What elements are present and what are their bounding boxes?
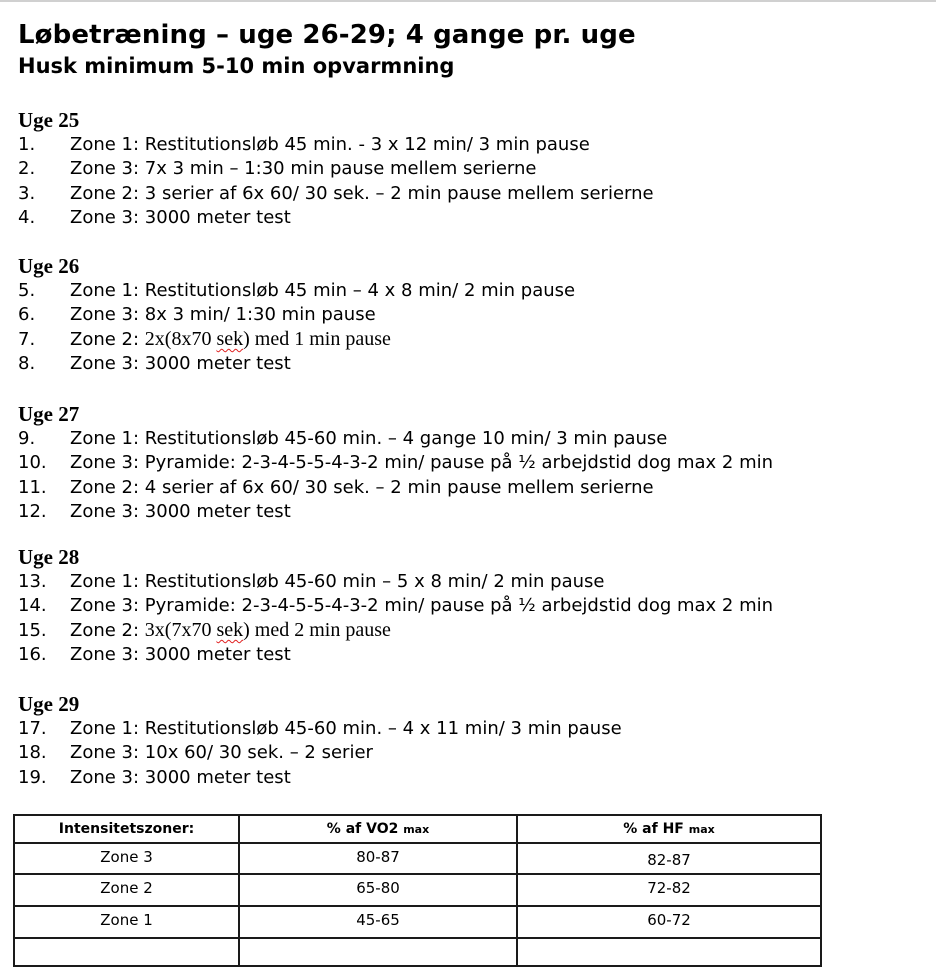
table-row-empty [14,938,821,966]
header-sublabel: max [688,823,715,836]
page-title: Løbetræning – uge 26-29; 4 gange pr. uge [18,20,636,50]
list-item [18,303,575,328]
item-text: Zone 3: 3000 meter test [70,501,291,523]
week-heading: Uge 29 [18,692,80,716]
zone-cell: Zone 1 [14,906,239,938]
workout-list [18,716,622,790]
header-label: Intensitetszoner: [58,821,195,837]
workout-list [18,278,575,376]
item-number: 9. [18,427,36,449]
week-heading: Uge 26 [18,254,80,278]
item-number: 18. [18,742,47,764]
item-text: Zone 1: Restitutionsløb 45 min. - 3 x 12 min/ 3 min pause [70,133,590,155]
list-item [18,327,575,352]
item-text-serif: ) med 2 min pause [243,618,391,641]
item-text [70,328,391,351]
vo2max-cell [239,938,517,966]
week-section-28 [18,545,773,667]
item-text: Zone 3: 10x 60/ 30 sek. – 2 serier [70,742,373,764]
item-text: Zone 1: Restitutionsløb 45-60 min. – 4 x 11 min/ 3 min pause [70,717,622,739]
hfmax-cell [517,938,821,966]
header-label: % af HF [623,821,689,837]
list-item [18,157,654,182]
week-section-29 [18,692,622,790]
item-number: 16. [18,644,47,666]
page-subtitle: Husk minimum 5-10 min opvarmning [18,54,455,78]
hfmax-cell: 60-72 [517,906,821,938]
list-item [18,475,773,500]
list-item [18,741,622,766]
table-row [14,906,821,938]
item-text-prefix: Zone 2: [70,328,145,350]
item-number: 5. [18,279,36,301]
week-heading: Uge 28 [18,545,80,569]
spellcheck-flagged-word[interactable]: sek [216,327,244,350]
item-number: 3. [18,182,36,204]
item-number: 12. [18,501,47,523]
item-text: Zone 3: 3000 meter test [70,207,291,229]
item-number: 15. [18,619,47,641]
hfmax-cell: 82-87 [517,843,821,874]
item-number: 13. [18,570,47,592]
list-item [18,352,575,377]
item-number: 10. [18,452,47,474]
item-text: Zone 3: 3000 meter test [70,644,291,666]
header-hfmax [517,815,821,843]
week-section-27 [18,402,773,524]
item-number: 4. [18,207,36,229]
list-item [18,569,773,594]
item-text-prefix: Zone 2: [70,619,145,641]
item-text: Zone 3: 3000 meter test [70,766,291,788]
intensity-zones-table [13,814,822,967]
item-number: 1. [18,133,36,155]
item-text: Zone 2: 3 serier af 6x 60/ 30 sek. – 2 min pause mellem serierne [70,182,654,204]
table-row [14,874,821,906]
workout-list [18,426,773,524]
item-text: Zone 3: 8x 3 min/ 1:30 min pause [70,304,376,326]
item-text-serif: 3x(7x70 [144,618,217,641]
table-header-row [14,815,821,843]
item-text: Zone 1: Restitutionsløb 45-60 min – 5 x 8 min/ 2 min pause [70,570,605,592]
zone-cell: Zone 3 [14,843,239,874]
top-border [0,0,936,2]
item-text: Zone 1: Restitutionsløb 45 min – 4 x 8 min/ 2 min pause [70,279,576,301]
week-heading: Uge 27 [18,402,80,426]
list-item [18,181,654,206]
list-item [18,451,773,476]
list-item [18,765,622,790]
item-number: 8. [18,353,36,375]
header-sublabel: max [403,823,430,836]
week-section-26 [18,254,575,376]
item-text: Zone 1: Restitutionsløb 45-60 min. – 4 gange 10 min/ 3 min pause [70,427,668,449]
list-item [18,716,622,741]
item-number: 2. [18,158,36,180]
week-section-25 [18,108,654,230]
list-item [18,426,773,451]
vo2max-cell: 80-87 [239,843,517,874]
list-item [18,500,773,525]
item-number: 19. [18,766,47,788]
zone-cell: Zone 2 [14,874,239,906]
list-item [18,594,773,619]
item-text: Zone 3: Pyramide: 2-3-4-5-5-4-3-2 min/ pause på ½ arbejdstid dog max 2 min [70,452,774,474]
item-number: 11. [18,476,47,498]
item-number: 6. [18,304,36,326]
vo2max-cell: 65-80 [239,874,517,906]
header-label: % af VO2 [326,821,404,837]
header-vo2max [239,815,517,843]
hfmax-cell: 72-82 [517,874,821,906]
zone-cell [14,938,239,966]
header-zones [14,815,239,843]
item-number: 17. [18,717,47,739]
spellcheck-flagged-word[interactable]: sek [216,618,244,641]
item-number: 7. [18,328,36,350]
list-item [18,618,773,643]
list-item [18,643,773,668]
table-row [14,843,821,874]
list-item [18,132,654,157]
item-number: 14. [18,595,47,617]
item-text [70,619,391,642]
item-text: Zone 3: 7x 3 min – 1:30 min pause mellem serierne [70,158,537,180]
item-text: Zone 3: 3000 meter test [70,353,291,375]
item-text-serif: ) med 1 min pause [243,327,391,350]
workout-list [18,569,773,667]
week-heading: Uge 25 [18,108,80,132]
item-text: Zone 3: Pyramide: 2-3-4-5-5-4-3-2 min/ pause på ½ arbejdstid dog max 2 min [70,595,774,617]
item-text-serif: 2x(8x70 [144,327,217,350]
workout-list [18,132,654,230]
item-text: Zone 2: 4 serier af 6x 60/ 30 sek. – 2 min pause mellem serierne [70,476,654,498]
list-item [18,206,654,231]
vo2max-cell: 45-65 [239,906,517,938]
list-item [18,278,575,303]
